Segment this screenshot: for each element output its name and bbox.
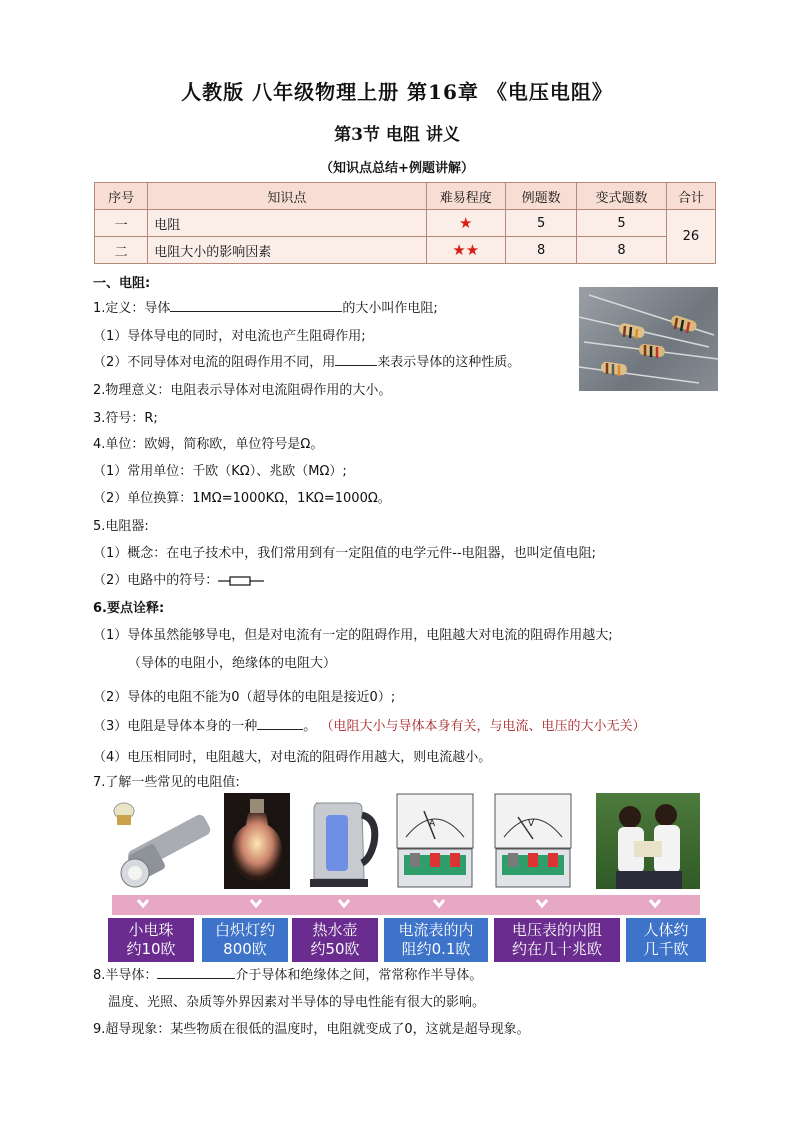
chevron-down-icon xyxy=(535,897,549,911)
resistors-photo xyxy=(579,287,718,391)
text-line: （1）常用单位：千欧（KΩ）、兆欧（MΩ）; xyxy=(93,464,347,479)
difficulty-stars: ★ xyxy=(426,210,505,237)
ammeter-image xyxy=(396,793,474,889)
difficulty-stars: ★★ xyxy=(426,237,505,264)
table-header: 序号 xyxy=(95,183,148,210)
text-line: （1）概念：在电子技术中，我们常用到有一定阻值的电学元件--电阻器，也叫定值电阻; xyxy=(93,546,597,561)
ammeter-icon xyxy=(396,793,474,889)
incandescent-bulb-image xyxy=(224,793,290,889)
knowledge-table xyxy=(94,182,716,264)
text-line: 7.了解一些常见的电阻值: xyxy=(93,775,240,790)
text-line: 8.半导体： 介于导体和绝缘体之间，常常称作半导体。 xyxy=(93,964,482,983)
chevron-down-icon xyxy=(432,897,446,911)
text-line: 温度、光照、杂质等外界因素对半导体的导电性能有很大的影响。 xyxy=(108,995,486,1010)
flashlight-image xyxy=(107,793,215,889)
voltmeter-letter: V xyxy=(528,819,535,829)
resistance-label: 电流表的内 阻约0.1欧 xyxy=(384,918,488,962)
chevron-down-icon xyxy=(136,897,150,911)
resistor-symbol-icon xyxy=(218,575,264,587)
flashlight-icon xyxy=(107,793,215,889)
text-line: 2.物理意义：电阻表示导体对电流阻碍作用的大小。 xyxy=(93,383,392,398)
text-line: （1）导体虽然能够导电，但是对电流有一定的阻碍作用，电阻越大对电流的阻碍作用越大; xyxy=(93,628,613,643)
fill-blank xyxy=(257,715,303,730)
students-icon xyxy=(596,793,700,889)
resistor-components-icon xyxy=(579,287,718,391)
ammeter-letter: A xyxy=(429,819,436,829)
text-line: （1）导体导电的同时，对电流也产生阻碍作用; xyxy=(93,329,366,344)
table-header: 知识点 xyxy=(148,183,426,210)
table-cell: 8 xyxy=(577,237,666,264)
table-header: 合计 xyxy=(666,183,715,210)
section-heading: 一、电阻: xyxy=(93,276,151,291)
table-cell: 5 xyxy=(505,210,576,237)
table-cell: 一 xyxy=(95,210,148,237)
text-line: 9.超导现象：某些物质在很低的温度时，电阻就变成了0，这就是超导现象。 xyxy=(93,1022,530,1037)
page-note: （知识点总结+例题讲解） xyxy=(320,161,474,176)
text-line: （2）导体的电阻不能为0（超导体的电阻是接近0）; xyxy=(93,690,396,705)
table-cell: 8 xyxy=(505,237,576,264)
image-label-connector-bar xyxy=(112,895,700,915)
page-subtitle: 第3节 电阻 讲义 xyxy=(334,125,460,145)
table-row xyxy=(95,210,716,237)
text-line: （3）电阻是导体本身的一种 。 （电阻大小与导体本身有关，与电流、电压的大小无关） xyxy=(93,715,645,734)
resistance-label: 热水壶 约50欧 xyxy=(292,918,378,962)
table-total: 26 xyxy=(666,210,715,264)
table-header: 例题数 xyxy=(505,183,576,210)
table-cell: 电阻大小的影响因素 xyxy=(148,237,426,264)
section-heading: 6.要点诠释: xyxy=(93,601,165,616)
fill-blank xyxy=(335,351,377,366)
text-line: （导体的电阻小，绝缘体的电阻大） xyxy=(128,656,337,671)
kettle-icon xyxy=(304,793,380,889)
text-line: 4.单位：欧姆，简称欧，单位符号是Ω。 xyxy=(93,437,324,452)
voltmeter-image xyxy=(494,793,572,889)
text-line: （2）电路中的符号： xyxy=(93,569,264,588)
resistance-label: 电压表的内阻 约在几十兆欧 xyxy=(494,918,620,962)
fill-blank xyxy=(170,297,342,312)
page-title: 人教版 八年级物理上册 第16章 《电压电阻》 xyxy=(181,80,613,104)
light-bulb-icon xyxy=(224,793,290,889)
resistance-label: 白炽灯约 800欧 xyxy=(202,918,288,962)
text-line: 1.定义：导体 的大小叫作电阻; xyxy=(93,297,438,316)
text-line: （4）电压相同时，电阻越大，对电流的阻碍作用越大，则电流越小。 xyxy=(93,750,492,765)
text-line: 5.电阻器: xyxy=(93,519,149,534)
chevron-down-icon xyxy=(249,897,263,911)
table-cell: 电阻 xyxy=(148,210,426,237)
table-cell: 5 xyxy=(577,210,666,237)
chevron-down-icon xyxy=(337,897,351,911)
resistance-label: 小电珠 约10欧 xyxy=(108,918,194,962)
students-photo xyxy=(596,793,700,889)
table-header-row xyxy=(95,183,716,210)
chevron-down-icon xyxy=(648,897,662,911)
fill-blank xyxy=(157,964,235,979)
table-cell: 二 xyxy=(95,237,148,264)
electric-kettle-image xyxy=(304,793,380,889)
resistance-label: 人体约 几千欧 xyxy=(626,918,706,962)
table-header: 难易程度 xyxy=(426,183,505,210)
voltmeter-icon xyxy=(494,793,572,889)
table-header: 变式题数 xyxy=(577,183,666,210)
text-line: 3.符号：R; xyxy=(93,411,158,426)
text-line: （2）不同导体对电流的阻碍作用不同，用 来表示导体的这种性质。 xyxy=(93,351,520,370)
text-line: （2）单位换算：1MΩ=1000KΩ，1KΩ=1000Ω。 xyxy=(93,491,391,506)
table-row xyxy=(95,237,716,264)
